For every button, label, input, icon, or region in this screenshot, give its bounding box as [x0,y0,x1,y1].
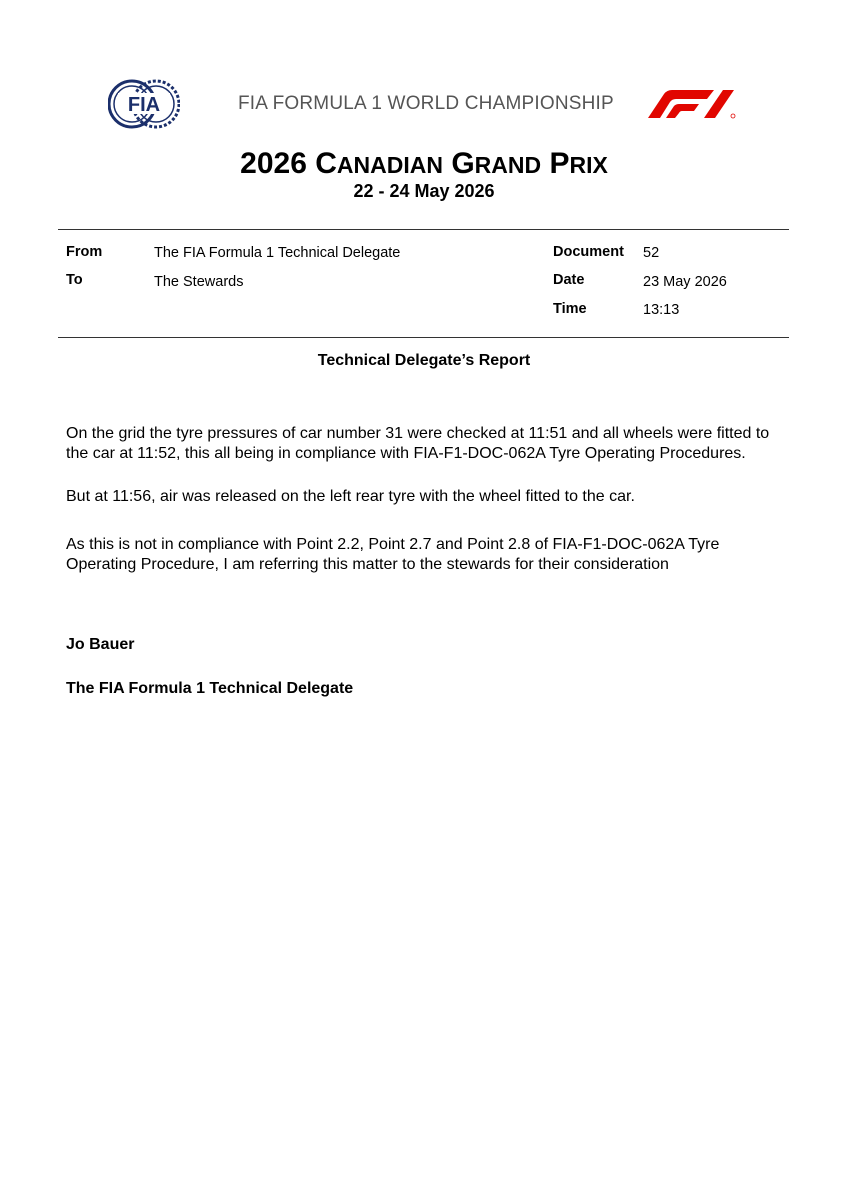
report-title: Technical Delegate’s Report [317,352,531,369]
date-value: 23 May 2026 [643,274,727,290]
signature-role: The FIA Formula 1 Technical Delegate [66,680,354,697]
report-paragraph: On the grid the tyre pressures of car number 31 were checked at 11:51 and all wheels were fitted to the car at 11:52, this all being in compliance with FIA-F1-DOC-062A Tyre Operating Procedures. [66,425,770,462]
to-value: The Stewards [154,274,244,290]
from-value: The FIA Formula 1 Technical Delegate [154,245,401,261]
to-label: To [66,272,83,288]
signature-name: Jo Bauer [66,636,135,653]
from-label: From [66,244,103,260]
fia-logo [108,78,180,130]
championship-name: FIA FORMULA 1 WORLD CHAMPIONSHIP [238,93,614,114]
report-paragraph: As this is not in compliance with Point 2.2, Point 2.7 and Point 2.8 of FIA-F1-DOC-062A Tyre Operating Procedure, I am referring this matter to the stewards for their consideration [66,536,720,573]
time-label: Time [553,301,587,317]
f1-logo [634,88,740,120]
top-divider [58,229,789,230]
fia-logo-text: FIA [127,94,161,116]
date-label: Date [553,272,585,288]
bottom-divider [58,337,789,338]
event-dates: 22 - 24 May 2026 [353,181,495,201]
document-value: 52 [643,245,660,261]
time-value: 13:13 [643,302,680,318]
event-title: 2026 CANADIAN GRAND PRIX [240,147,608,180]
document-label: Document [553,244,624,260]
report-paragraph: But at 11:56, air was released on the left rear tyre with the wheel fitted to the car. [66,488,635,505]
